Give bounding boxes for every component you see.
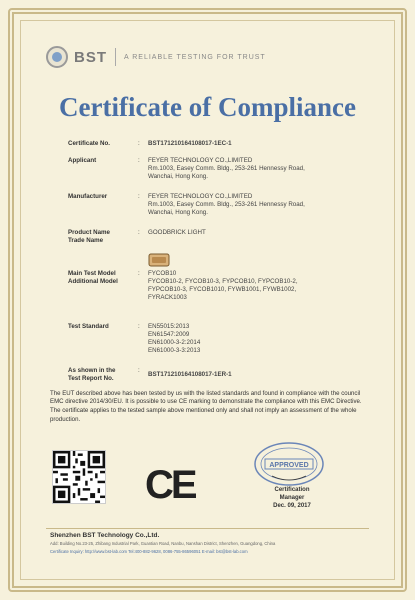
field-applicant: Applicant : FEYER TECHNOLOGY CO.,LIMITED Rm.1003, Easey Comm. Bldg., 253-261 Hennessy Road, Wanchai, Hong Kong. (68, 157, 368, 181)
model-line: FYCOB10 (148, 270, 177, 277)
approval-stamp-icon (252, 440, 326, 488)
field-report: As shown in the Test Report No. : BST171210164108017-1ER-1 (68, 367, 368, 383)
field-label: Certificate No. (68, 140, 110, 147)
manufacturer-line: FEYER TECHNOLOGY CO.,LIMITED (148, 193, 253, 200)
model-line: FYRACK1003 (148, 294, 187, 301)
footer-address: Add: Building No.23-25, Zhibang Industrial Park, Guantian Road, Nanbu, Nanshan District, Shenzhen, Guangdong, China (50, 541, 276, 546)
footer-divider (46, 528, 369, 529)
model-line: FYPCOB10-3, FYCOB1010, FYWB1001, FYWB1002, (148, 286, 297, 293)
field-label: Test Standard (68, 323, 109, 330)
field-models: Main Test Model Additional Model : FYCOB10 FYCOB10-2, FYCOB10-3, FYPCOB10, FYPCOB10-2, FYPCOB10-3, FYCOB1010, FYWB1001, FYWB1002, FYRACK1003 (68, 270, 368, 302)
field-label: Test Report No. (68, 375, 114, 382)
field-test-standard: Test Standard : EN55015:2013 EN61547:2009 EN61000-3-2:2014 EN61000-3-3:2013 (68, 323, 368, 355)
standard-line: EN55015:2013 (148, 323, 190, 330)
standard-line: EN61000-3-2:2014 (148, 339, 201, 346)
certificate-number: BST171210164108017-1EC-1 (148, 140, 232, 147)
model-line: FYCOB10-2, FYCOB10-3, FYPCOB10, FYPCOB10-2, (148, 278, 298, 285)
field-label: Product Name (68, 229, 110, 236)
certificate-title: Certificate of Compliance (59, 92, 356, 122)
standard-line: EN61547:2009 (148, 331, 190, 338)
footer-contact: Certificate Inquiry: http://www.bst-lab.com Tel:400-882-9628, 0086-755-86596051 E-mail: bst@bst-lab.com (50, 549, 248, 554)
field-certificate-no: Certificate No. : BST171210164108017-1EC-1 (68, 140, 368, 148)
applicant-line: Rm.1003, Easey Comm. Bldg., 253-261 Hennessy Road, (148, 165, 305, 172)
ce-mark: CE (145, 463, 195, 507)
qr-code-icon (52, 450, 106, 504)
report-number: BST171210164108017-1ER-1 (148, 371, 232, 378)
manufacturer-line: Rm.1003, Easey Comm. Bldg., 253-261 Hennessy Road, (148, 201, 305, 208)
product-name: GOODBRICK LIGHT (148, 229, 206, 236)
field-label: Trade Name (68, 237, 104, 244)
logo-tagline: A RELIABLE TESTING FOR TRUST (124, 53, 266, 61)
product-icon (148, 253, 170, 267)
field-label: Additional Model (68, 278, 118, 285)
footer-company: Shenzhen BST Technology Co.,Ltd. (50, 532, 160, 539)
footer (50, 532, 368, 556)
signature-block (262, 486, 322, 510)
field-product: Product Name Trade Name : GOODBRICK LIGHT (68, 229, 368, 245)
field-manufacturer: Manufacturer : FEYER TECHNOLOGY CO.,LIMITED Rm.1003, Easey Comm. Bldg., 253-261 Hennessy Road, Wanchai, Hong Kong. (68, 193, 368, 217)
applicant-line: Wanchai, Hong Kong. (148, 173, 208, 180)
stamp-text: APPROVED (269, 462, 309, 469)
signer-role: Manager (279, 495, 305, 501)
sign-date: Dec. 09, 2017 (273, 503, 311, 509)
signer-title: Certification (274, 487, 310, 493)
applicant-line: FEYER TECHNOLOGY CO.,LIMITED (148, 157, 253, 164)
statement-paragraph: The EUT described above has been tested by us with the listed standards and found in compliance with the council EMC directive 2014/30/EU. It is possible to use CE marking to demonstrate the compliance with this EMC Directive. (50, 390, 362, 406)
field-label: Manufacturer (68, 193, 108, 200)
bst-logo-icon (46, 46, 68, 68)
standard-line: EN61000-3-3:2013 (148, 347, 201, 354)
field-label: Applicant (68, 157, 97, 164)
compliance-statement (50, 390, 368, 425)
header-logo (46, 46, 266, 68)
logo-text: BST (74, 48, 107, 66)
manufacturer-line: Wanchai, Hong Kong. (148, 209, 208, 216)
field-label: Main Test Model (68, 270, 116, 277)
field-label: As shown in the (68, 367, 116, 374)
statement-paragraph: The certificate applies to the tested sample above mentioned only and shall not imply an assessment of the whole production. (50, 407, 357, 423)
logo-divider (115, 48, 116, 66)
